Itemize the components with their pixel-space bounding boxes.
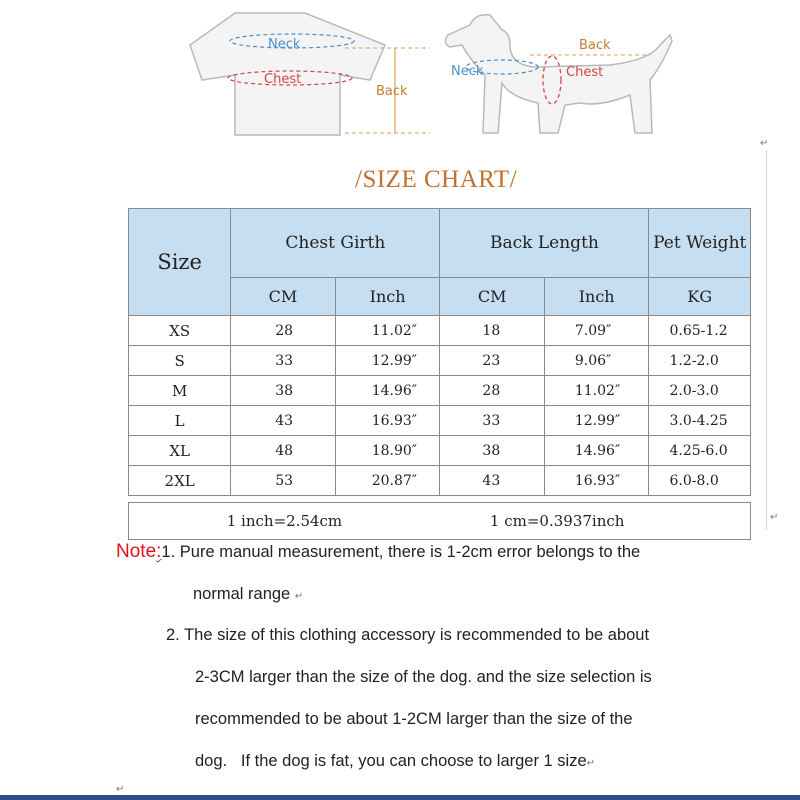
cm-to-inch-conversion: 1 cm=0.3937inch [440,503,751,540]
chest-inch-cell: 12.99″ [335,346,440,376]
back-inch-cell: 14.96″ [544,436,649,466]
return-mark: ↵ [770,512,779,523]
kg-cell: 6.0-8.0 [649,466,751,496]
note-label: Note [116,541,157,562]
chest-cm-cell: 53 [231,466,335,496]
dog-neck-label: Neck [451,64,484,79]
inch-to-cm-conversion: 1 inch=2.54cm [129,503,440,540]
back-length-header: Back Length [440,209,649,278]
kg-header: KG [649,278,751,316]
note-colon: : [156,541,162,562]
back-inch-cell: 12.99″ [544,406,649,436]
size-cell: XS [129,316,231,346]
back-cm-header: CM [440,278,544,316]
chest-inch-cell: 11.02″ [335,316,440,346]
chest-inch-cell: 16.93″ [335,406,440,436]
kg-cell: 4.25-6.0 [649,436,751,466]
note-2-line-1: 2. The size of this clothing accessory is recommended to be about [166,626,650,644]
note-2-number: 2. [166,626,180,644]
back-cm-cell: 38 [440,436,544,466]
note-1-line-1 [116,541,640,563]
chest-cm-cell: 43 [231,406,335,436]
dog-chest-label: Chest [566,65,604,80]
chest-inch-header: Inch [335,278,440,316]
back-cm-cell: 33 [440,406,544,436]
chest-cm-cell: 48 [231,436,335,466]
back-cm-cell: 23 [440,346,544,376]
dog-illustration [445,15,672,133]
measurement-illustration [180,5,720,160]
table-row [129,466,751,496]
bottom-bar [0,795,800,800]
chest-inch-cell: 18.90″ [335,436,440,466]
note-1-text: Pure manual measurement, there is 1-2cm error belongs to the [179,543,641,561]
return-mark: ↵ [760,138,769,149]
back-cm-cell: 18 [440,316,544,346]
table-row [129,376,751,406]
note-2-line-4: dog. If the dog is fat, you can choose to larger 1 size↵ [195,752,596,770]
chest-girth-header: Chest Girth [231,209,440,278]
kg-cell: 1.2-2.0 [649,346,751,376]
table-row [129,406,751,436]
chest-inch-cell: 20.87″ [335,466,440,496]
dog-back-label: Back [579,38,611,53]
pet-weight-header: Pet Weight [649,209,751,278]
note-1-number: 1. [161,543,176,561]
size-chart-title: /SIZE CHART/ [355,166,518,193]
note-2-line-2: 2-3CM larger than the size of the dog. and the size selection is [195,668,652,686]
kg-cell: 3.0-4.25 [649,406,751,436]
kg-cell: 0.65-1.2 [649,316,751,346]
chest-inch-cell: 14.96″ [335,376,440,406]
back-inch-cell: 16.93″ [544,466,649,496]
conversion-row [129,503,751,540]
return-mark: ↵ [116,784,125,795]
kg-cell: 2.0-3.0 [649,376,751,406]
back-cm-cell: 43 [440,466,544,496]
size-header: Size [129,209,231,316]
back-inch-cell: 11.02″ [544,376,649,406]
note-1-line-2: normal range ↵ [193,585,304,603]
size-cell: L [129,406,231,436]
measurement-diagram [180,5,720,160]
table-row [129,316,751,346]
back-inch-header: Inch [544,278,649,316]
shirt-illustration [190,13,430,135]
shirt-back-label: Back [376,84,408,99]
note-2-line-3: recommended to be about 1-2CM larger than the size of the [195,710,633,728]
size-cell: S [129,346,231,376]
chest-cm-header: CM [231,278,335,316]
table-row [129,346,751,376]
back-inch-cell: 9.06″ [544,346,649,376]
chest-cm-cell: 33 [231,346,335,376]
shirt-neck-label: Neck [268,37,301,52]
size-cell: XL [129,436,231,466]
chest-cm-cell: 38 [231,376,335,406]
chest-cm-cell: 28 [231,316,335,346]
table-row [129,436,751,466]
back-cm-cell: 28 [440,376,544,406]
size-cell: 2XL [129,466,231,496]
back-inch-cell: 7.09″ [544,316,649,346]
size-chart-table [128,208,751,540]
page-margin-line [766,150,767,530]
size-cell: M [129,376,231,406]
shirt-chest-label: Chest [264,72,302,87]
